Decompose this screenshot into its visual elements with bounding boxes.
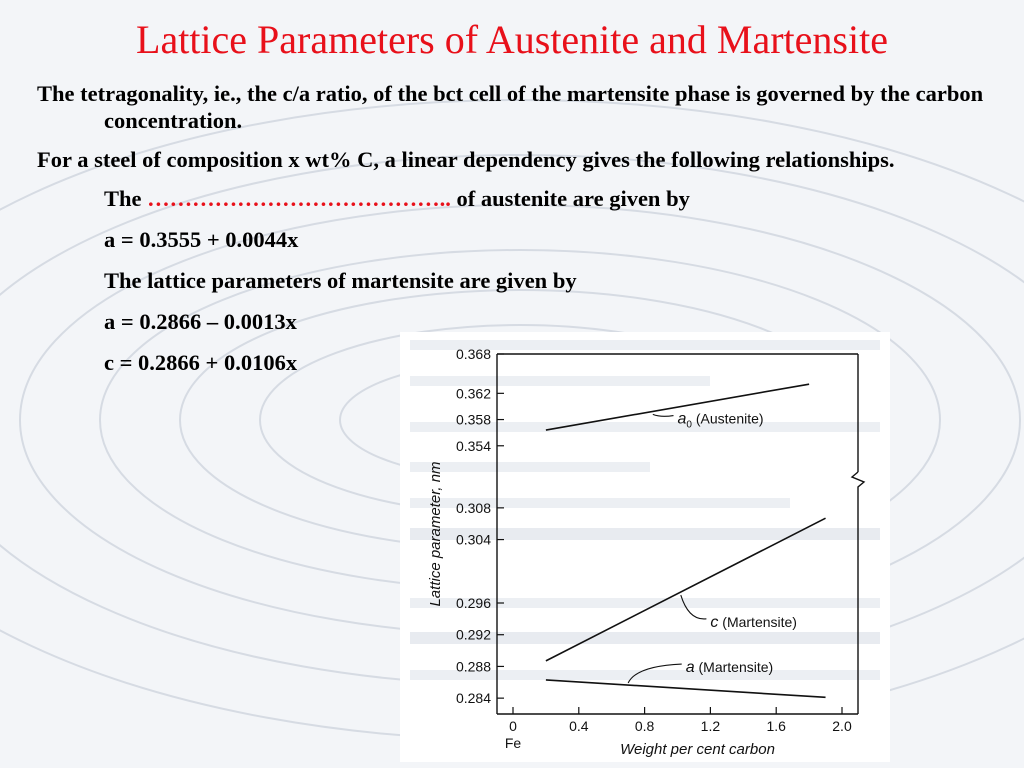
series-label: c (Martensite) (710, 613, 797, 631)
x-tick-label: 1.6 (766, 718, 786, 734)
y-tick-label: 0.284 (455, 690, 491, 707)
y-axis-title: Lattice parameter, nm (427, 461, 444, 607)
y-tick-label: 0.288 (455, 658, 491, 675)
y-tick-label: 0.358 (455, 411, 491, 428)
x-origin-label: Fe (504, 735, 522, 751)
paragraph-tetragonality: The tetragonality, ie., the c/a ratio, of the bct cell of the martensite phase is governed by the carbon concentration. (37, 81, 984, 133)
austenite-sentence (104, 185, 997, 212)
x-tick-label: 0.4 (569, 718, 589, 734)
y-tick-label: 0.354 (455, 437, 491, 454)
martensite-intro: The lattice parameters of martensite are given by (104, 268, 577, 293)
fill-in-blank: ………………………………….. (147, 186, 451, 211)
y-tick-label: 0.296 (455, 595, 491, 611)
equation-austenite-a: a = 0.3555 + 0.0044x (104, 227, 299, 252)
y-tick-label: 0.292 (455, 626, 491, 643)
x-axis-title: Weight per cent carbon (620, 741, 775, 758)
x-tick-label: 1.2 (700, 718, 721, 734)
series-label: $a_0$ (Austenite) (677, 410, 764, 431)
y-tick-label: 0.304 (455, 531, 491, 548)
series-label: a (Martensite) (685, 659, 774, 677)
y-tick-label: 0.308 (455, 499, 491, 516)
lattice-parameter-chart (400, 332, 890, 762)
equation-martensite-c: c = 0.2866 + 0.0106x (104, 350, 298, 375)
x-tick-label: 0 (509, 718, 517, 734)
x-tick-label: 2.0 (832, 718, 852, 734)
chart-svg (400, 332, 890, 762)
paragraph-composition: For a steel of composition x wt% C, a linear dependency gives the following relationships. (37, 147, 895, 172)
austenite-suffix: of austenite are given by (450, 186, 690, 211)
x-tick-label: 0.8 (634, 718, 655, 734)
y-tick-label: 0.362 (455, 385, 491, 402)
slide-title: Lattice Parameters of Austenite and Martensite (136, 17, 888, 62)
austenite-prefix: The (104, 186, 148, 211)
equation-martensite-a: a = 0.2866 – 0.0013x (104, 309, 297, 334)
y-tick-label: 0.368 (455, 346, 491, 362)
